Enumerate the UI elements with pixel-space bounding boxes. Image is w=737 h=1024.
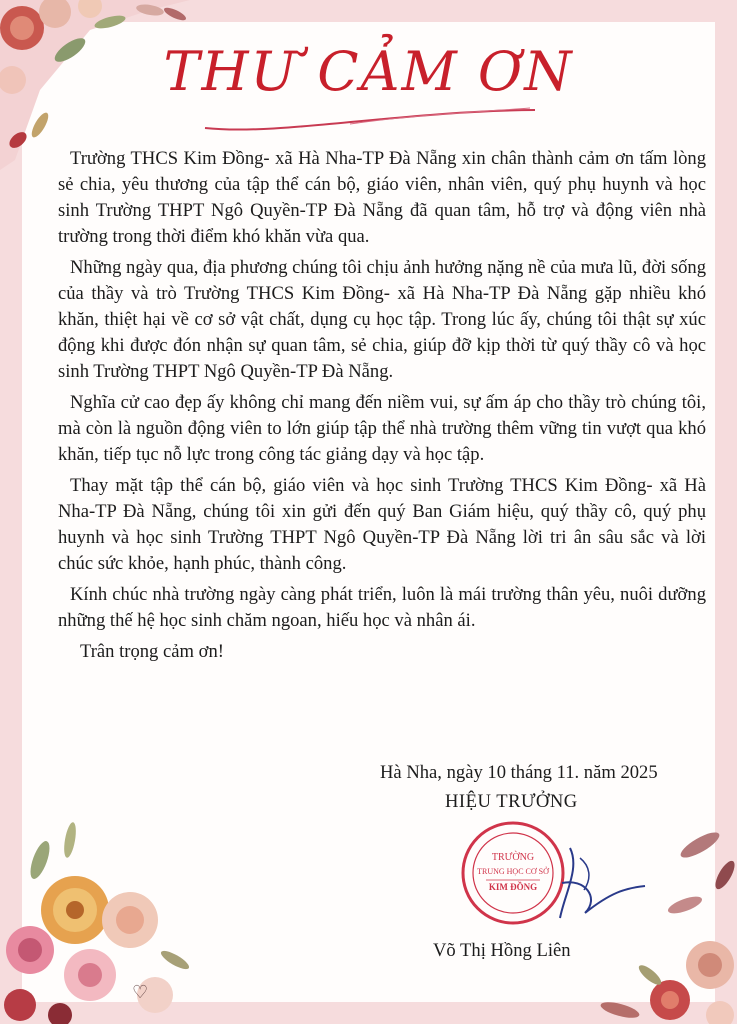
paragraph-4: Thay mặt tập thể cán bộ, giáo viên và học sinh Trường THCS Kim Đồng- xã Hà Nha-TP Đà Nẵng, chúng tôi xin gửi đến quý Ban Giám hiệu, quý thầy cô, quý phụ huynh và học sinh Trường THPT Ngô Quyền-TP Đà Nẵng lời tri ân sâu sắc và lời chúc sức khỏe, hạnh phúc, thành công. [58, 475, 706, 574]
signer-role: HIỆU TRƯỞNG [445, 791, 578, 812]
title-underline-swash [200, 106, 540, 136]
date-line: Hà Nha, ngày 10 tháng 11. năm 2025 [380, 762, 658, 783]
heart-icon: ♡ [132, 982, 149, 1003]
signer-name: Võ Thị Hồng Liên [433, 940, 571, 961]
paragraph-2: Những ngày qua, địa phương chúng tôi chịu ảnh hưởng nặng nề của mưa lũ, đời sống của thầy và trò Trường THCS Kim Đồng- xã Hà Nha-TP Đà Nẵng gặp nhiều khó khăn, thiệt hại về cơ sở vật chất, dụng cụ học tập. Trong lúc ấy, chúng tôi thật sự xúc động khi được đón nhận sự quan tâm, sẻ chia, giúp đỡ kịp thời từ quý thầy cô và học sinh Trường THPT Ngô Quyền-TP Đà Nẵng. [58, 257, 706, 382]
paragraph-5: Kính chúc nhà trường ngày càng phát triển, luôn là mái trường thân yêu, nuôi dưỡng những thế hệ học sinh chăm ngoan, hiếu học và nhân ái. [58, 584, 706, 631]
paragraph-1: Trường THCS Kim Đồng- xã Hà Nha-TP Đà Nẵng xin chân thành cảm ơn tấm lòng sẻ chia, yêu thương của tập thể cán bộ, giáo viên, nhân viên, quý phụ huynh và học sinh Trường THPT Ngô Quyền-TP Đà Nẵng đã quan tâm, hỗ trợ và động viên nhà trường trong thời điểm khó khăn vừa qua. [58, 148, 706, 247]
stamp-line-3: KIM ĐỒNG [488, 882, 538, 892]
letter-body [58, 146, 706, 670]
stamp-line-1: TRƯỜNG [491, 852, 535, 863]
handwritten-signature [540, 838, 650, 928]
letter-title: THƯ CẢM ƠN [163, 40, 574, 103]
paragraph-3: Nghĩa cử cao đẹp ấy không chỉ mang đến niềm vui, sự ấm áp cho thầy trò chúng tôi, mà còn là nguồn động viên to lớn giúp tập thể nhà trường thêm vững tin vượt qua khó khăn, tiếp tục nỗ lực trong công tác giảng dạy và học tập. [58, 392, 706, 465]
floral-bottom-left [0, 800, 200, 1024]
closing-line: Trân trọng cảm ơn! [80, 641, 224, 662]
stamp-line-2: TRUNG HỌC CƠ SỞ [477, 867, 549, 876]
